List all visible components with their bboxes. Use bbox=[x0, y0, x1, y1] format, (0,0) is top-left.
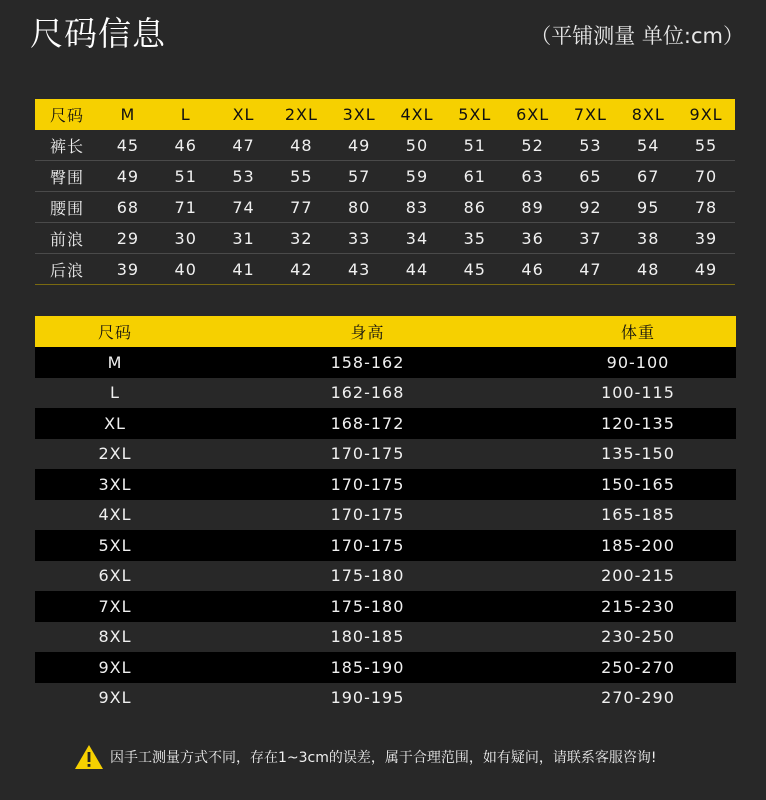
table-cell: 190-195 bbox=[330, 688, 405, 708]
table-cell: 30 bbox=[157, 223, 215, 254]
table-cell: 5XL bbox=[35, 530, 195, 561]
table-cell: 49 bbox=[677, 254, 735, 285]
table-cell: 52 bbox=[504, 130, 562, 161]
table-cell: 9XL bbox=[98, 688, 132, 708]
table-cell: 230-250 bbox=[601, 627, 675, 647]
page-title: 尺码信息 bbox=[30, 14, 166, 53]
table-cell: 49 bbox=[99, 161, 157, 192]
row-header-cell: 后浪 bbox=[35, 254, 99, 285]
table-cell: 46 bbox=[157, 130, 215, 161]
table-cell: 71 bbox=[157, 192, 215, 223]
table-cell: 48 bbox=[272, 130, 330, 161]
table-cell: 120-135 bbox=[540, 408, 736, 439]
table-cell: 59 bbox=[388, 161, 446, 192]
table-cell: 68 bbox=[99, 192, 157, 223]
table-cell: 37 bbox=[562, 223, 620, 254]
header-cell: 7XL bbox=[562, 99, 620, 130]
table-cell: 70 bbox=[677, 161, 735, 192]
table-cell: 78 bbox=[677, 192, 735, 223]
table-cell: 44 bbox=[388, 254, 446, 285]
header-cell: 2XL bbox=[272, 99, 330, 130]
table-cell: 4XL bbox=[98, 505, 132, 525]
table-cell: 100-115 bbox=[601, 383, 675, 403]
table-cell: 165-185 bbox=[601, 505, 675, 525]
warning-icon bbox=[74, 744, 104, 770]
table-cell: 46 bbox=[504, 254, 562, 285]
table-cell: 170-175 bbox=[195, 469, 540, 500]
table-cell: 61 bbox=[446, 161, 504, 192]
table-cell: 32 bbox=[272, 223, 330, 254]
table-cell: 47 bbox=[215, 130, 273, 161]
table-cell: 53 bbox=[562, 130, 620, 161]
table-cell: 170-175 bbox=[330, 505, 405, 525]
table-cell: 150-165 bbox=[540, 469, 736, 500]
table-cell: 51 bbox=[446, 130, 504, 161]
header-cell: 5XL bbox=[446, 99, 504, 130]
table-cell: 57 bbox=[330, 161, 388, 192]
table-cell: L bbox=[110, 383, 120, 403]
header-cell: XL bbox=[215, 99, 273, 130]
header-cell: 4XL bbox=[388, 99, 446, 130]
table-row bbox=[35, 439, 736, 470]
table-cell: 185-200 bbox=[540, 530, 736, 561]
table-cell: 55 bbox=[272, 161, 330, 192]
table-row bbox=[35, 500, 736, 531]
table-cell: 50 bbox=[388, 130, 446, 161]
table-cell: 162-168 bbox=[330, 383, 405, 403]
table-row bbox=[35, 652, 736, 683]
table-row bbox=[35, 408, 736, 439]
table-row bbox=[35, 192, 735, 223]
table-cell: 9XL bbox=[35, 652, 195, 683]
header-cell: M bbox=[99, 99, 157, 130]
table-cell: 34 bbox=[388, 223, 446, 254]
table-row bbox=[35, 378, 736, 409]
header-cell: 8XL bbox=[619, 99, 677, 130]
table-cell: 95 bbox=[619, 192, 677, 223]
table-cell: 168-172 bbox=[195, 408, 540, 439]
table-cell: 29 bbox=[99, 223, 157, 254]
table-cell: 53 bbox=[215, 161, 273, 192]
table-cell: 80 bbox=[330, 192, 388, 223]
table-cell: 90-100 bbox=[540, 347, 736, 378]
table-cell: 41 bbox=[215, 254, 273, 285]
table-header-row bbox=[35, 316, 736, 347]
header-cell: 9XL bbox=[677, 99, 735, 130]
table-cell: 43 bbox=[330, 254, 388, 285]
table-cell: 83 bbox=[388, 192, 446, 223]
row-header-cell: 腰围 bbox=[35, 192, 99, 223]
table-cell: 38 bbox=[619, 223, 677, 254]
table-cell: 6XL bbox=[98, 566, 132, 586]
table-cell: 65 bbox=[562, 161, 620, 192]
unit-label: （平铺测量 单位:cm） bbox=[530, 24, 744, 48]
table-cell: 45 bbox=[99, 130, 157, 161]
row-header-cell: 臀围 bbox=[35, 161, 99, 192]
table-cell: 49 bbox=[330, 130, 388, 161]
height-weight-table bbox=[35, 316, 736, 713]
table-cell: 270-290 bbox=[601, 688, 675, 708]
table-cell: 67 bbox=[619, 161, 677, 192]
table-cell: 45 bbox=[446, 254, 504, 285]
header-cell: 尺码 bbox=[35, 316, 195, 347]
table-cell: 8XL bbox=[98, 627, 132, 647]
table-cell: 7XL bbox=[35, 591, 195, 622]
table-row bbox=[35, 469, 736, 500]
header-cell: 尺码 bbox=[35, 99, 99, 130]
table-cell: 63 bbox=[504, 161, 562, 192]
table-cell: 180-185 bbox=[330, 627, 405, 647]
table-cell: XL bbox=[35, 408, 195, 439]
table-header-row bbox=[35, 99, 735, 130]
table-row bbox=[35, 161, 735, 192]
table-cell: 55 bbox=[677, 130, 735, 161]
table-cell: 51 bbox=[157, 161, 215, 192]
header-cell: 身高 bbox=[195, 316, 540, 347]
table-cell: 170-175 bbox=[195, 530, 540, 561]
table-cell: 215-230 bbox=[540, 591, 736, 622]
table-cell: 135-150 bbox=[601, 444, 675, 464]
table-cell: 39 bbox=[99, 254, 157, 285]
table-cell: 36 bbox=[504, 223, 562, 254]
table-cell: M bbox=[35, 347, 195, 378]
table-row bbox=[35, 591, 736, 622]
table-row bbox=[35, 347, 736, 378]
table-cell: 170-175 bbox=[330, 444, 405, 464]
header-cell: L bbox=[157, 99, 215, 130]
measurement-note bbox=[74, 744, 657, 770]
row-header-cell: 前浪 bbox=[35, 223, 99, 254]
header-cell: 3XL bbox=[330, 99, 388, 130]
size-measurement-table bbox=[35, 99, 735, 285]
table-cell: 40 bbox=[157, 254, 215, 285]
table-cell: 42 bbox=[272, 254, 330, 285]
table-cell: 33 bbox=[330, 223, 388, 254]
table-row bbox=[35, 254, 735, 285]
table-row bbox=[35, 622, 736, 653]
table-cell: 250-270 bbox=[540, 652, 736, 683]
table-cell: 39 bbox=[677, 223, 735, 254]
table-cell: 175-180 bbox=[330, 566, 405, 586]
row-header-cell: 裤长 bbox=[35, 130, 99, 161]
table-cell: 35 bbox=[446, 223, 504, 254]
table-row bbox=[35, 561, 736, 592]
table-row bbox=[35, 130, 735, 161]
table-cell: 89 bbox=[504, 192, 562, 223]
table-cell: 74 bbox=[215, 192, 273, 223]
table-row bbox=[35, 530, 736, 561]
table-cell: 3XL bbox=[35, 469, 195, 500]
note-text: 因手工测量方式不同，存在1~3cm的误差，属于合理范围，如有疑问，请联系客服咨询! bbox=[110, 750, 657, 766]
header-cell: 体重 bbox=[540, 316, 736, 347]
table-row bbox=[35, 223, 735, 254]
table-cell: 31 bbox=[215, 223, 273, 254]
table-cell: 185-190 bbox=[195, 652, 540, 683]
table-cell: 200-215 bbox=[601, 566, 675, 586]
table-cell: 2XL bbox=[98, 444, 132, 464]
table-cell: 158-162 bbox=[195, 347, 540, 378]
table-row bbox=[35, 683, 736, 714]
table-cell: 77 bbox=[272, 192, 330, 223]
table-cell: 48 bbox=[619, 254, 677, 285]
table-cell: 47 bbox=[562, 254, 620, 285]
table-cell: 175-180 bbox=[195, 591, 540, 622]
header-cell: 6XL bbox=[504, 99, 562, 130]
table-cell: 54 bbox=[619, 130, 677, 161]
table-cell: 86 bbox=[446, 192, 504, 223]
table-cell: 92 bbox=[562, 192, 620, 223]
